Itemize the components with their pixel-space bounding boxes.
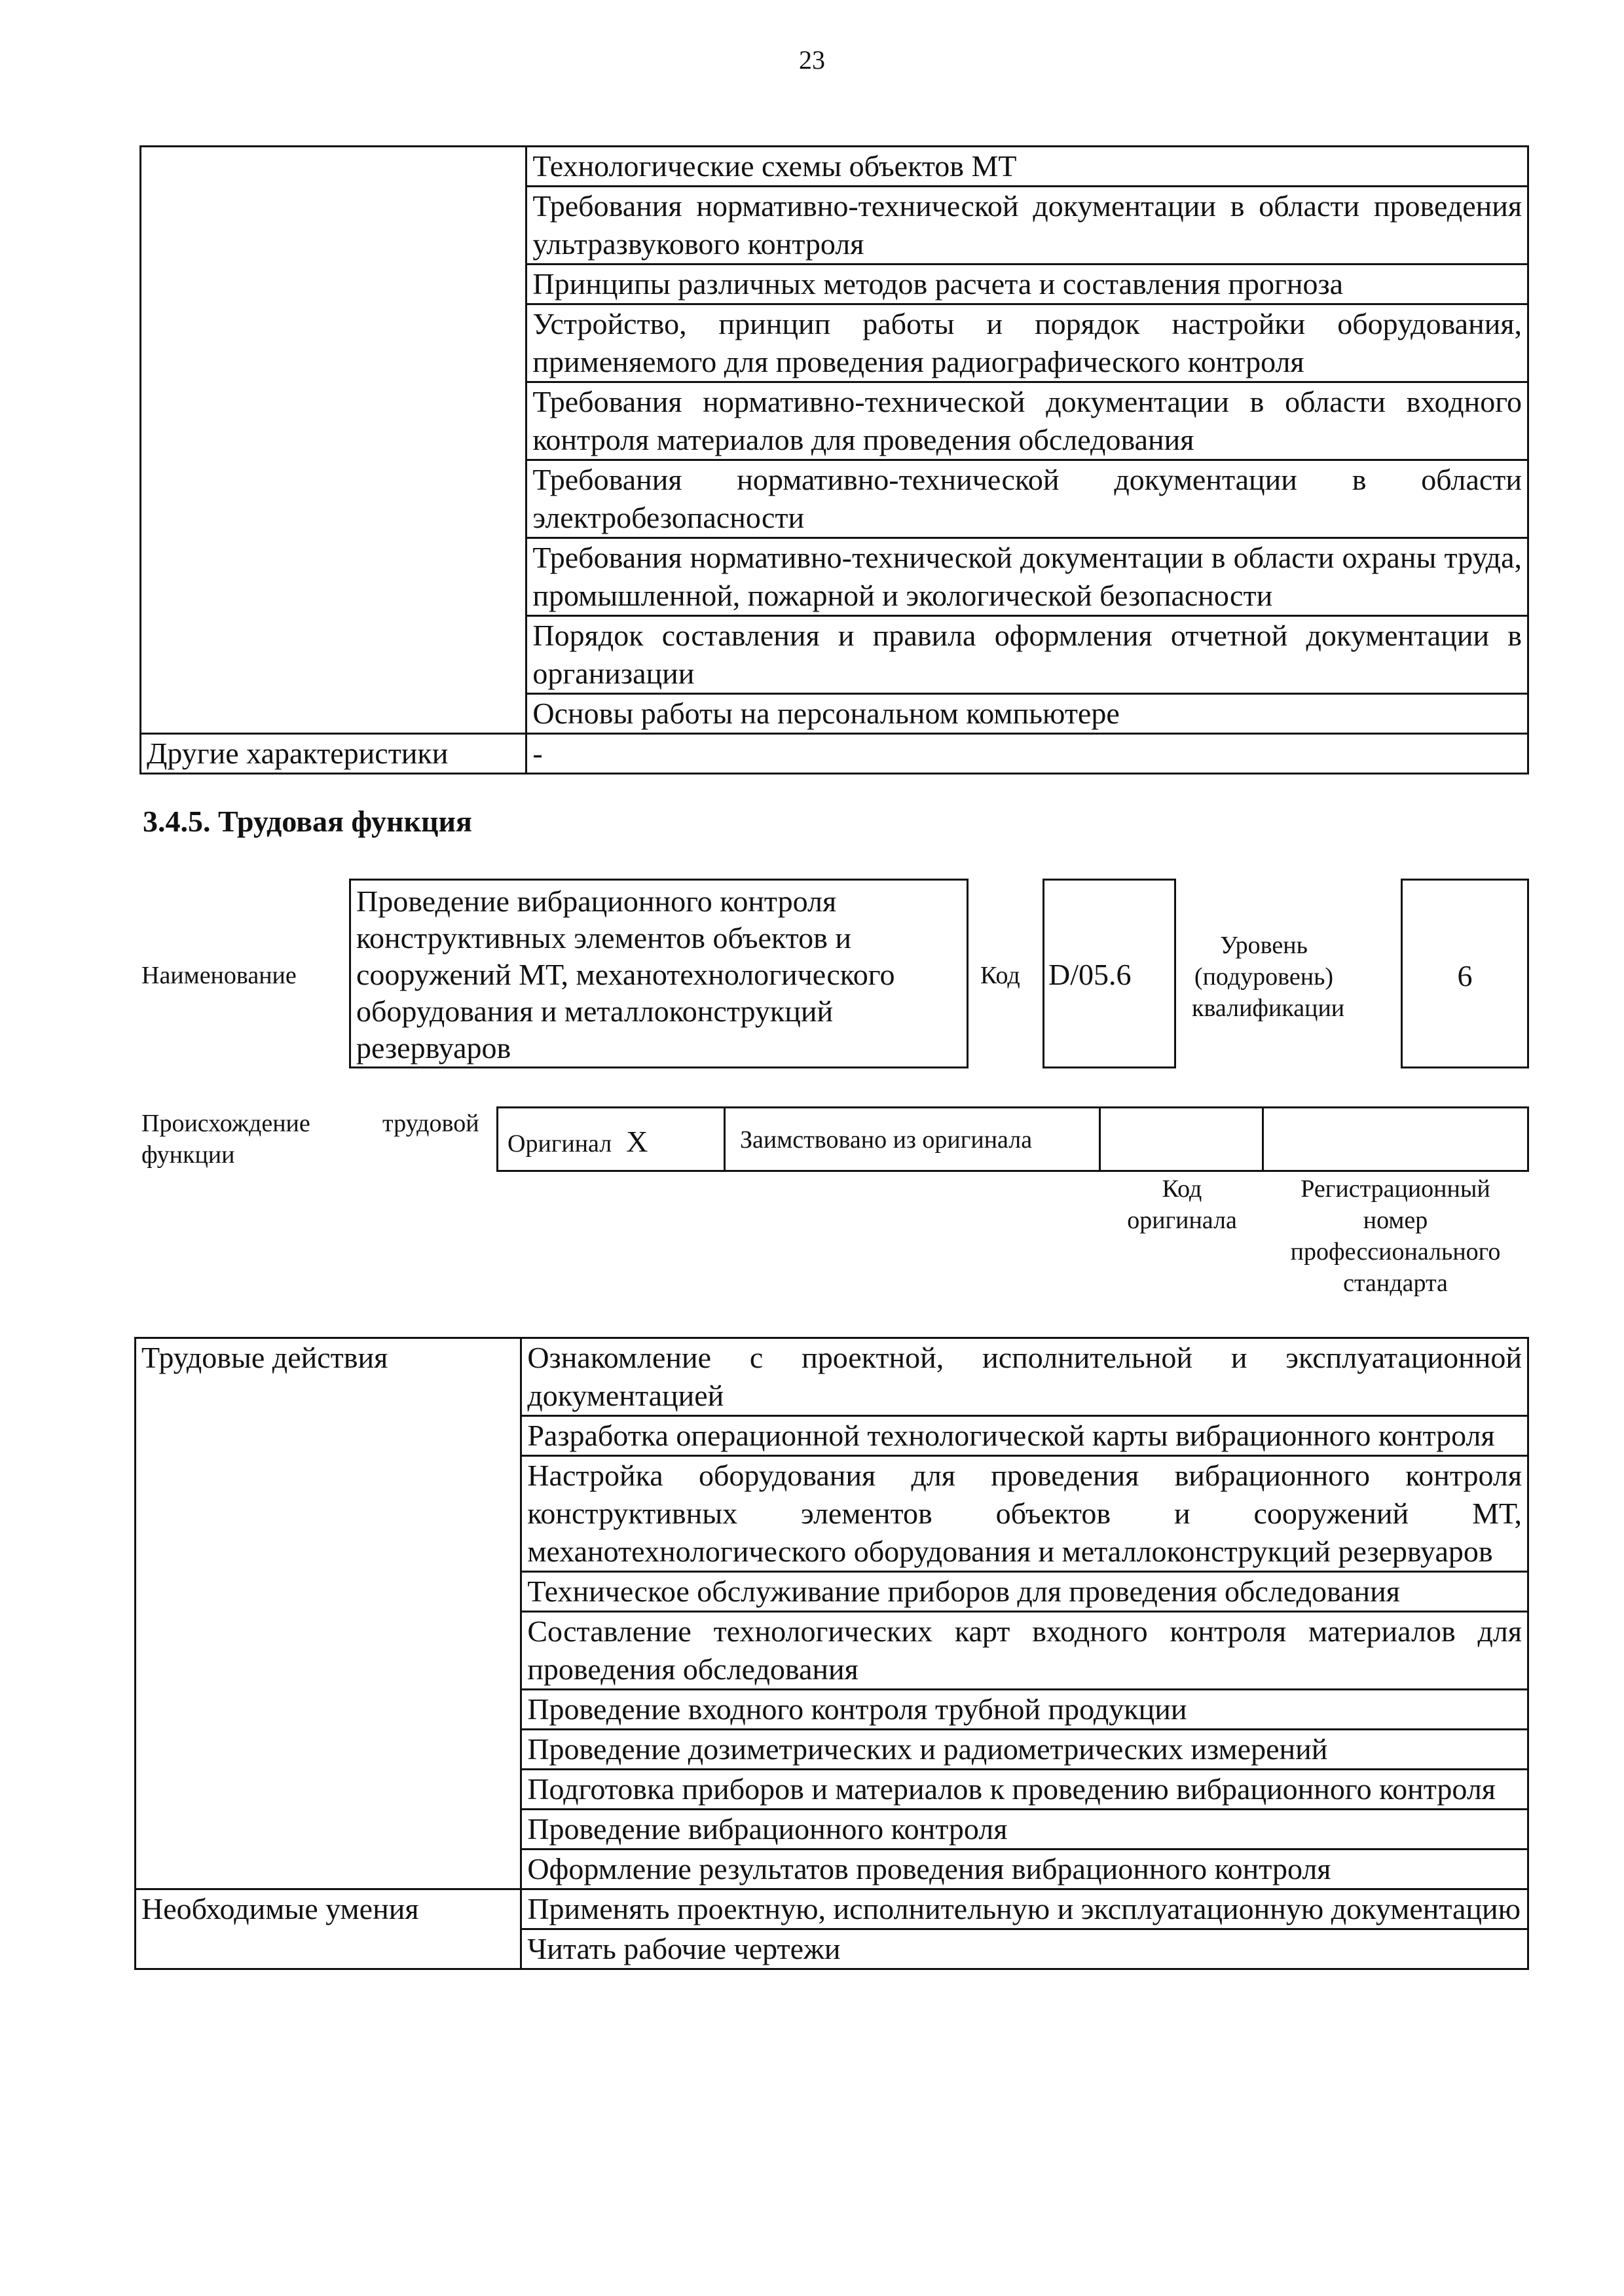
- table-row: [136, 1889, 1528, 1929]
- code-box: [1043, 879, 1176, 1068]
- table-row: [136, 1338, 1528, 1416]
- table-cell: Порядок составления и правила оформления отчетной документации в организации: [526, 616, 1528, 694]
- origin-code-cell: [1099, 1106, 1264, 1172]
- table-cell: Настройка оборудования для проведения вибрационного контроля конструктивных элементов объектов и сооружений МТ, механотехнологического оборудования и металлоконструкций резервуаров: [521, 1456, 1528, 1572]
- table-cell: Техническое обслуживание приборов для проведения обследования: [521, 1572, 1528, 1612]
- table-row: [141, 734, 1528, 774]
- skills-label: Необходимые умения: [136, 1889, 521, 1969]
- empty-label-cell: [141, 147, 526, 734]
- other-label: Другие характеристики: [141, 734, 526, 774]
- actions-table: [134, 1337, 1529, 1970]
- table-cell: Читать рабочие чертежи: [521, 1929, 1528, 1969]
- origin-borrowed: Заимствовано из оригинала: [740, 1126, 1033, 1154]
- origin-label-line2: функции: [141, 1141, 235, 1169]
- table-cell: Технологические схемы объектов МТ: [526, 147, 1528, 187]
- origin-mark: X: [626, 1125, 648, 1158]
- name-label: Наименование: [141, 962, 297, 989]
- table-cell: Требования нормативно-технической документации в области электробезопасности: [526, 460, 1528, 538]
- level-box: [1401, 879, 1529, 1068]
- function-name: Проведение вибрационного контроля конструктивных элементов объектов и сооружений МТ, механотехнологического оборудования и металлоконструкций резервуаров: [356, 884, 895, 1065]
- table-cell: Проведение вибрационного контроля: [521, 1810, 1528, 1850]
- other-value: -: [526, 734, 1528, 774]
- table-cell: Разработка операционной технологической карты вибрационного контроля: [521, 1416, 1528, 1456]
- table-cell: Устройство, принцип работы и порядок настройки оборудования, применяемого для проведения радиографического контроля: [526, 304, 1528, 382]
- origin-label-right: трудовой: [382, 1110, 479, 1137]
- table-cell: Проведение дозиметрических и радиометрических измерений: [521, 1730, 1528, 1770]
- origin-borrowed-cell: [724, 1106, 1101, 1172]
- table-cell: Оформление результатов проведения вибрационного контроля: [521, 1850, 1528, 1889]
- code-caption: Код оригинала: [1127, 1175, 1237, 1234]
- table-cell: Требования нормативно-технической документации в области охраны труда, промышленной, пожарной и экологической безопасности: [526, 538, 1528, 616]
- origin-reg-cell: [1262, 1106, 1529, 1172]
- table-cell: Основы работы на персональном компьютере: [526, 694, 1528, 734]
- level-label: Уровень (подуровень) квалификации: [1192, 932, 1345, 1022]
- origin-original: Оригинал: [507, 1130, 612, 1157]
- level-value: 6: [1457, 959, 1473, 993]
- table-cell: Подготовка приборов и материалов к проведению вибрационного контроля: [521, 1770, 1528, 1810]
- table-cell: Применять проектную, исполнительную и эксплуатационную документацию: [521, 1889, 1528, 1929]
- table-row: [141, 147, 1528, 187]
- actions-label: Трудовые действия: [136, 1338, 521, 1889]
- section-title: 3.4.5. Трудовая функция: [143, 805, 472, 838]
- code-value: D/05.6: [1048, 958, 1132, 991]
- table-cell: Ознакомление с проектной, исполнительной и эксплуатационной документацией: [521, 1338, 1528, 1416]
- page-number: 23: [799, 45, 825, 75]
- origin-original-cell: [496, 1106, 726, 1172]
- table-cell: Составление технологических карт входного контроля материалов для проведения обследования: [521, 1612, 1528, 1690]
- function-name-box: [349, 879, 969, 1068]
- table-cell: Проведение входного контроля трубной продукции: [521, 1690, 1528, 1730]
- code-label: Код: [980, 962, 1020, 989]
- reg-caption: Регистрационный номер профессионального стандарта: [1290, 1175, 1501, 1297]
- table-cell: Принципы различных методов расчета и составления прогноза: [526, 264, 1528, 304]
- table-cell: Требования нормативно-технической документации в области входного контроля материалов для проведения обследования: [526, 382, 1528, 460]
- knowledge-table: [139, 145, 1529, 774]
- origin-label-left: Происхождение: [141, 1110, 310, 1137]
- table-cell: Требования нормативно-технической документации в области проведения ультразвукового контроля: [526, 187, 1528, 264]
